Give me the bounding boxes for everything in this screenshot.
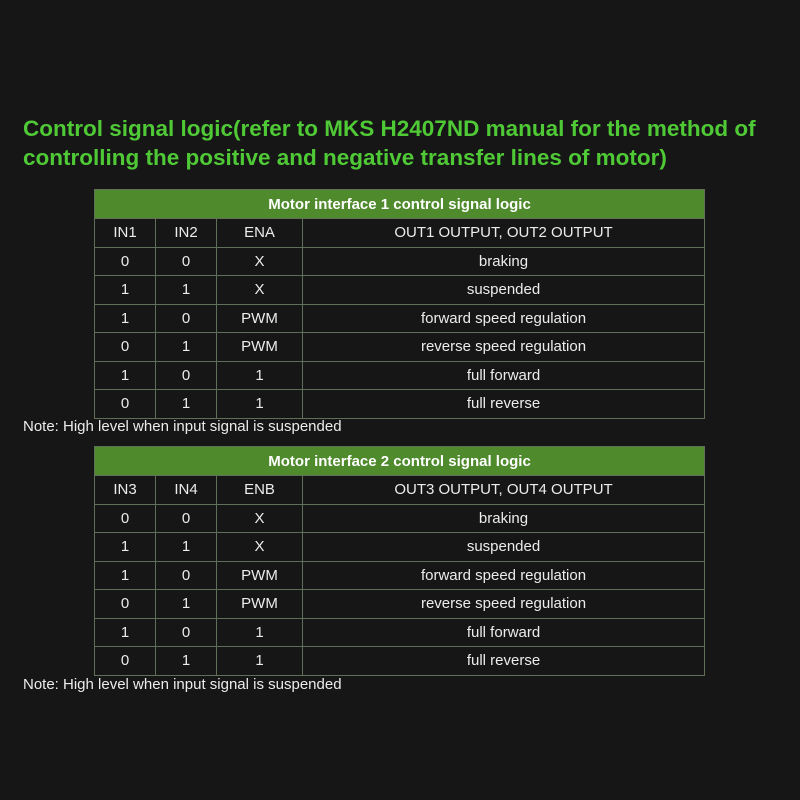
- table-row: [95, 333, 705, 362]
- table-cell: 0: [156, 304, 217, 333]
- table-cell: 1: [95, 561, 156, 590]
- table-2-note: Note: High level when input signal is suspended: [23, 676, 342, 693]
- table-cell: X: [217, 276, 303, 305]
- table-row: [95, 618, 705, 647]
- table-cell: 0: [95, 504, 156, 533]
- table-cell: 1: [156, 647, 217, 676]
- table-cell: PWM: [217, 333, 303, 362]
- table-cell: reverse speed regulation: [303, 333, 705, 362]
- column-header-in4: IN4: [156, 476, 217, 505]
- table-cell: 1: [217, 390, 303, 419]
- table-cell: suspended: [303, 533, 705, 562]
- table-cell: 1: [95, 618, 156, 647]
- table-cell: 1: [156, 333, 217, 362]
- table-cell: 1: [156, 533, 217, 562]
- motor-interface-1-logic-table: [94, 189, 705, 419]
- table-caption-row: [95, 447, 705, 476]
- column-header-ena: ENA: [217, 219, 303, 248]
- table-cell: braking: [303, 247, 705, 276]
- table-row: [95, 590, 705, 619]
- table-caption-row: [95, 190, 705, 219]
- table-cell: braking: [303, 504, 705, 533]
- column-header-enb: ENB: [217, 476, 303, 505]
- column-header-outputs: OUT1 OUTPUT, OUT2 OUTPUT: [303, 219, 705, 248]
- table-cell: PWM: [217, 304, 303, 333]
- table-cell: X: [217, 504, 303, 533]
- table-cell: PWM: [217, 590, 303, 619]
- table-row: [95, 647, 705, 676]
- table-header-row: [95, 219, 705, 248]
- table-cell: full forward: [303, 361, 705, 390]
- table-row: [95, 304, 705, 333]
- table-cell: 0: [95, 590, 156, 619]
- table-header-row: [95, 476, 705, 505]
- table-cell: 0: [156, 247, 217, 276]
- table-row: [95, 390, 705, 419]
- table-cell: forward speed regulation: [303, 561, 705, 590]
- table-cell: 1: [217, 361, 303, 390]
- table-cell: 0: [156, 561, 217, 590]
- table-cell: 1: [156, 590, 217, 619]
- motor-interface-2-logic-table: [94, 446, 705, 676]
- table-1-note: Note: High level when input signal is suspended: [23, 418, 342, 435]
- table-cell: X: [217, 533, 303, 562]
- table-cell: 1: [217, 647, 303, 676]
- table-cell: X: [217, 247, 303, 276]
- table-cell: full reverse: [303, 390, 705, 419]
- page-title: Control signal logic(refer to MKS H2407ND manual for the method of controlling the positive and negative transfer lines of motor): [23, 116, 756, 170]
- table-cell: full reverse: [303, 647, 705, 676]
- table-cell: full forward: [303, 618, 705, 647]
- table-row: [95, 504, 705, 533]
- column-header-in1: IN1: [95, 219, 156, 248]
- column-header-outputs: OUT3 OUTPUT, OUT4 OUTPUT: [303, 476, 705, 505]
- table-caption: Motor interface 1 control signal logic: [95, 190, 705, 219]
- table-cell: 1: [217, 618, 303, 647]
- table-cell: 0: [95, 647, 156, 676]
- table-cell: 1: [95, 361, 156, 390]
- table-cell: forward speed regulation: [303, 304, 705, 333]
- table-cell: 1: [95, 276, 156, 305]
- table-cell: 0: [156, 361, 217, 390]
- table-row: [95, 561, 705, 590]
- table-row: [95, 361, 705, 390]
- table-cell: 1: [95, 304, 156, 333]
- table-cell: 0: [156, 504, 217, 533]
- table-cell: 1: [156, 390, 217, 419]
- table-cell: PWM: [217, 561, 303, 590]
- table-cell: 1: [95, 533, 156, 562]
- table-cell: 0: [95, 390, 156, 419]
- table-caption: Motor interface 2 control signal logic: [95, 447, 705, 476]
- column-header-in3: IN3: [95, 476, 156, 505]
- table-cell: reverse speed regulation: [303, 590, 705, 619]
- table-row: [95, 276, 705, 305]
- table-cell: 1: [156, 276, 217, 305]
- table-cell: 0: [95, 333, 156, 362]
- table-cell: suspended: [303, 276, 705, 305]
- column-header-in2: IN2: [156, 219, 217, 248]
- table-row: [95, 247, 705, 276]
- table-cell: 0: [95, 247, 156, 276]
- table-cell: 0: [156, 618, 217, 647]
- table-row: [95, 533, 705, 562]
